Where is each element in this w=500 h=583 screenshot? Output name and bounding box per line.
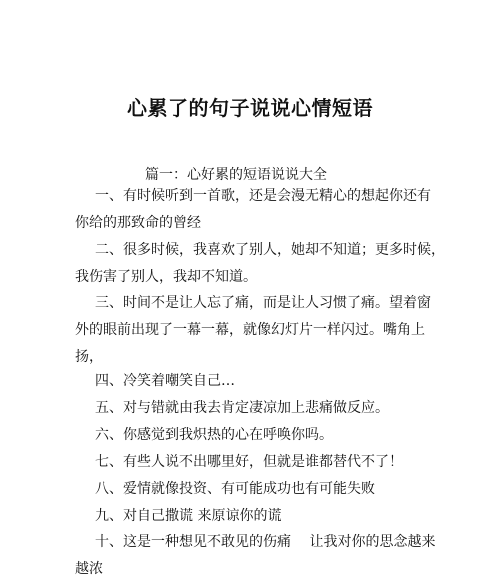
paragraph-line: 一、有时候听到一首歌，还是会漫无精心的想起你还有 — [95, 188, 431, 204]
paragraph-line: 二、很多时候，我喜欢了别人，她却不知道；更多时候， — [95, 242, 445, 258]
paragraph-line: 七、有些人说不出哪里好，但就是谁都替代不了！ — [95, 454, 403, 470]
paragraph-5 — [75, 395, 435, 422]
paragraph-line: 六、你感觉到我炽热的心在呼唤你吗。 — [95, 427, 333, 443]
paragraph-line: 九、对自己撒谎 来原谅你的谎 — [95, 508, 282, 524]
paragraph-7 — [75, 449, 435, 476]
paragraph-line: 八、爱情就像投资、有可能成功也有可能失败 — [95, 481, 375, 497]
paragraph-4 — [75, 368, 435, 395]
document-title: 心累了的句子说说心情短语 — [127, 96, 373, 120]
paragraph-line: 越浓 — [75, 561, 103, 577]
paragraph-line: 四、冷笑着嘲笑自己… — [95, 373, 235, 389]
paragraph-line: 三、时间不是让人忘了痛，而是让人习惯了痛。望着窗 — [95, 295, 431, 311]
paragraph-1 — [75, 183, 435, 237]
section-heading: 篇一：心好累的短语说说大全 — [145, 167, 327, 183]
paragraph-line: 五、对与错就由我去肯定凄凉加上悲痛做反应。 — [95, 400, 389, 416]
paragraph-line: 你给的那致命的曾经 — [75, 215, 201, 231]
paragraph-9 — [75, 503, 435, 530]
paragraph-6 — [75, 422, 435, 449]
paragraph-line: 我伤害了别人，我却不知道。 — [75, 269, 257, 285]
paragraph-3 — [75, 290, 435, 371]
paragraph-line: 扬， — [75, 349, 103, 365]
paragraph-10 — [75, 529, 435, 583]
paragraph-line: 十、这是一种想见不敢见的伤痛 让我对你的思念越来 — [95, 534, 436, 550]
paragraph-2 — [75, 237, 445, 291]
paragraph-line: 外的眼前出现了一幕一幕，就像幻灯片一样闪过。嘴角上 — [75, 322, 425, 338]
paragraph-8 — [75, 476, 435, 503]
